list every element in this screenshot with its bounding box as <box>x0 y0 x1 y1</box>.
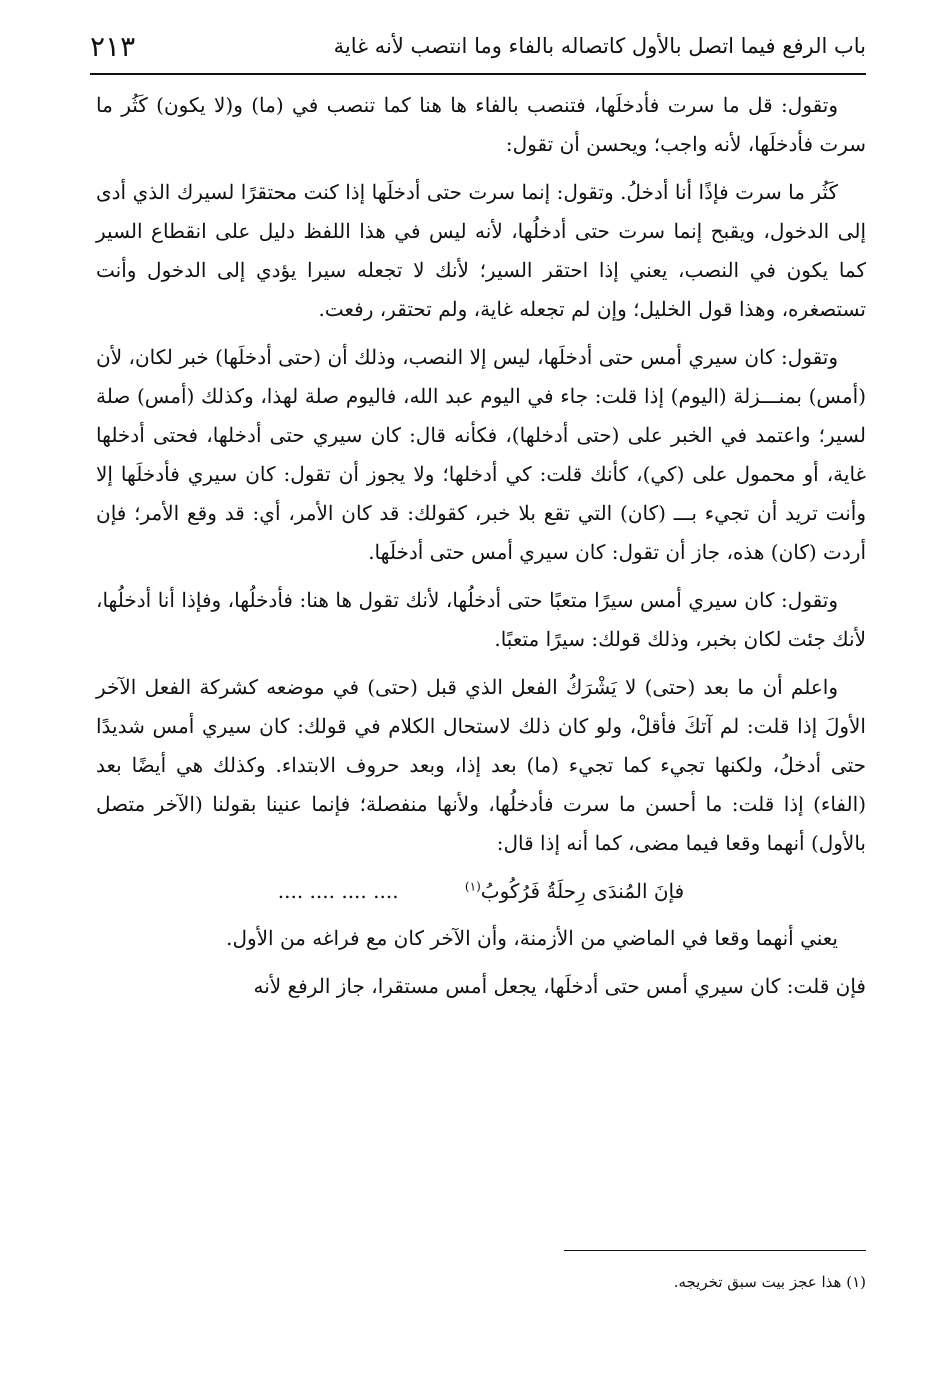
page-number: ٢١٣ <box>90 30 136 63</box>
footnote-marker: (١) <box>464 879 481 894</box>
paragraph: وتقول: كان سيري أمس سيرًا متعبًا حتى أدخلُها، لأنك تقول ها هنا: فأدخلُها، وفإذا أنا أدخلُها، لأنك جئت لكان بخبر، وذلك قولك: سيرًا متعبًا. <box>96 588 866 651</box>
page-header <box>90 28 866 74</box>
verse-hemistich: فإنَ المُندَى رِحلَةُ فَرُكُوبُ <box>480 879 685 903</box>
running-title: باب الرفع فيما اتصل بالأول كاتصاله بالفاء وما انتصب لأنه غاية <box>333 34 866 58</box>
paragraph: وتقول: كان سيري أمس حتى أدخلَها، ليس إلا النصب، وذلك أن (حتى أدخلَها) خبر لكان، لأن (أمس) بمنـــزلة (اليوم) إذا قلت: جاء في اليوم عبد الله، فاليوم صلة لهذا، وكذلك (أمس) صلة لسير؛ واعتمد في الخبر على (حتى أدخلها)، فكأنه قال: كان سيري حتى أدخلها، فحتى أدخلها غاية، أو محمول على (كي)، كأنك قلت: كي أدخلها؛ ولا يجوز أن تقول: كان سيري فأدخلَها إلا وأنت تريد أن تجيء بـــ (كان) التي تقع بلا خبر، كقولك: قد كان الأمر، أي: قد وقع الأمر؛ فإن أردت (كان) هذه، جاز أن تقول: كان سيري أمس حتى أدخلَها. <box>96 345 866 564</box>
main-text <box>96 86 866 1015</box>
paragraph: فإن قلت: كان سيري أمس حتى أدخلَها، يجعل أمس مستقرا، جاز الرفع لأنه <box>253 974 866 998</box>
paragraph: وتقول: قل ما سرت فأدخلَها، فتنصب بالفاء ها هنا كما تنصب في (ما) و(لا يكون) كَثُر ما سرت فأدخلَها، لأنه واجب؛ ويحسن أن تقول: <box>96 93 866 156</box>
footnote: (١) هذا عجز بيت سبق تخريجه. <box>673 1273 866 1291</box>
verse-text <box>465 872 684 911</box>
paragraph: كَثُر ما سرت فإذًا أنا أدخلُ. وتقول: إنما سرت حتى أدخلَها إذا كنت محتقرًا لسيرك الذي أدى إلى الدخول، ويقبح إنما سرت حتى أدخلُها، لأنه ليس في هذا اللفظ دليل على انقطاع السير كما يكون في النصب، يعني إذا احتقر السير؛ لأنك لا تجعله سيرا يؤدي إلى الدخول وأنت تستصغره، وهذا قول الخليل؛ وإن لم تجعله غاية، ولم تحتقر، رفعت. <box>96 180 866 321</box>
footnote-rule <box>564 1250 866 1251</box>
paragraph: واعلم أن ما بعد (حتى) لا يَشْرَكُ الفعل الذي قبل (حتى) في موضعه كشركة الفعل الآخر الأولَ إذا قلت: لم آتكَ فأقلْ، ولو كان ذلك لاستحال الكلام في قولك: كان سيري أمس شديدًا حتى أدخلُ، ولكنها تجيء كما تجيء (ما) بعد إذا، وبعد حروف الابتداء. وكذلك هي أيضًا بعد (الفاء) إذا قلت: ما أحسن ما سرت فأدخلُها، ولأنها منفصلة؛ فإنما عنينا بقولنا (الآخر متصل بالأول) أنهما وقعا فيما مضى، كما أنه إذا قال: <box>96 675 866 855</box>
paragraph: يعني أنهما وقعا في الماضي من الأزمنة، وأن الآخر كان مع فراغه من الأول. <box>226 926 838 950</box>
verse-line <box>96 872 866 911</box>
header-rule <box>90 73 866 75</box>
verse-ellipsis: .... .... .... .... <box>277 879 399 903</box>
